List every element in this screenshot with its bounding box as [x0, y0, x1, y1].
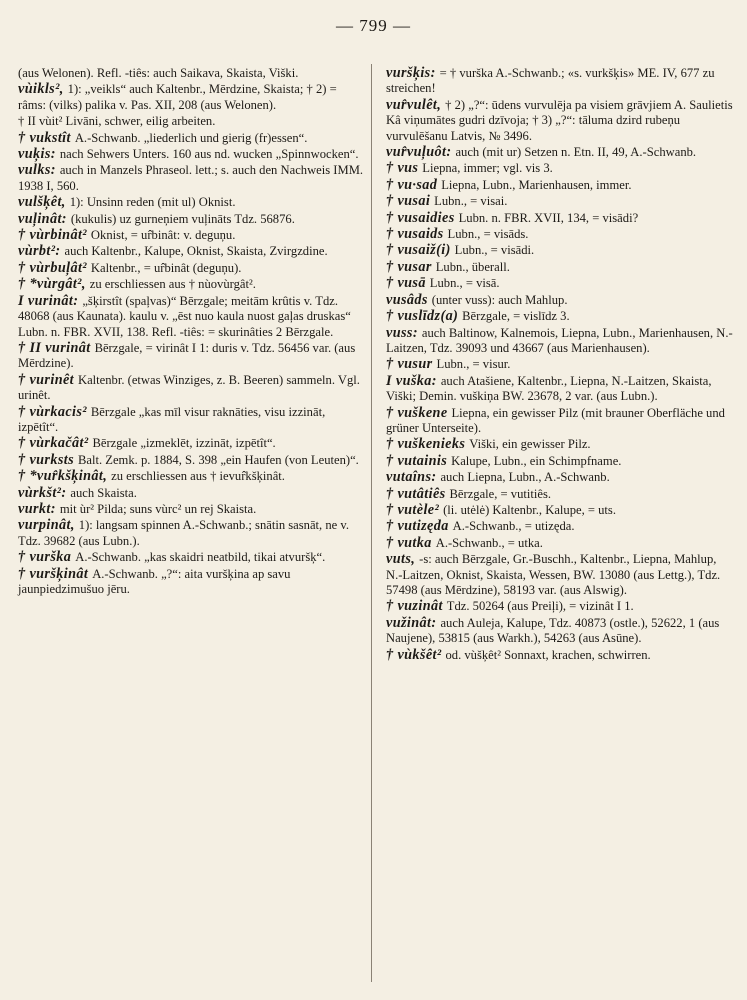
dictionary-entry: [18, 567, 366, 598]
entry-text: A.-Schwanb., = utizęda.: [452, 519, 575, 534]
entry-headword: † vutainis: [386, 452, 452, 469]
entry-headword: vuss:: [386, 324, 422, 341]
dictionary-entry: [18, 131, 366, 146]
entry-text: Bērzgale, = virinât I 1: duris v. Tdz. 56456 var. (aus Mērdzine).: [18, 340, 356, 371]
entry-text: A.-Schwanb. „liederlich und gierig (fr)essen“.: [74, 130, 308, 145]
entry-text: auch in Manzels Phraseol. lett.; s. auch den Nachweis IMM. 1938 I, 560.: [18, 163, 364, 193]
entry-headword: I vurinât:: [18, 292, 83, 309]
entry-headword: † II vurinât: [18, 339, 95, 356]
entry-text: (li. utėlė) Kaltenbr., Kalupe, = uts.: [443, 502, 616, 517]
entry-headword: † vutizęda: [386, 518, 453, 535]
dictionary-entry: [386, 293, 734, 308]
entry-text: Lubn., = visādi.: [454, 243, 535, 258]
entry-text: mit ùr² Pilda; suns vùrc² un rej Skaista.: [59, 501, 257, 516]
dictionary-entry: [18, 469, 366, 484]
entry-text: Liepna, immer; vgl. vis 3.: [422, 161, 553, 176]
dictionary-entry: [18, 114, 366, 129]
entry-headword: vùrbt²:: [18, 243, 65, 260]
dictionary-entry: [386, 470, 734, 485]
entry-text: 1): langsam spinnen A.-Schwanb.; snātin sasnāt, ne v. Tdz. 39682 (aus Lubn.).: [18, 518, 350, 548]
entry-text: A.-Schwanb., = utka.: [435, 535, 543, 550]
entry-headword: † vusaidies: [386, 209, 459, 226]
dictionary-entry: [386, 357, 734, 372]
entry-text: Bērzgale „kas mīl visur raknāties, visu izzināt, izpētît“.: [18, 404, 326, 434]
dictionary-entry: [386, 599, 734, 614]
entry-headword: vuķis:: [18, 146, 60, 163]
right-column: [386, 66, 734, 664]
entry-headword: † vusur: [386, 356, 437, 373]
entry-text: auch Baltinow, Kalnemois, Liepna, Lubn., Marienhausen, N.-Laitzen, Tdz. 39093 und 43667 (aus Marienhausen).: [386, 325, 733, 355]
entry-text: auch Skaista.: [70, 485, 137, 500]
entry-headword: vurpinât,: [18, 517, 79, 534]
dictionary-entry: [386, 227, 734, 242]
entry-headword: † vùkšêt²: [386, 646, 446, 663]
dictionary-entry: [18, 244, 366, 259]
entry-headword: † vuzinât: [386, 598, 447, 615]
entry-headword: vurkt:: [18, 500, 60, 517]
entry-text: Liepna, Lubn., Marienhausen, immer.: [441, 177, 632, 192]
entry-headword: † vus: [386, 160, 423, 177]
entry-text: Viški, ein gewisser Pilz.: [469, 437, 591, 452]
entry-text: auch Kaltenbr., Kalupe, Oknist, Skaista, Zvirgzdine.: [64, 244, 328, 259]
entry-headword: † vutâtiês: [386, 485, 450, 502]
dictionary-entry: [18, 163, 366, 194]
dictionary-entry: [18, 502, 366, 517]
entry-headword: † vùrkačât²: [18, 435, 93, 452]
dictionary-entry: [386, 276, 734, 291]
dictionary-entry: [18, 405, 366, 436]
entry-headword: vulks:: [18, 162, 60, 179]
entry-text: Kalupe, Lubn., ein Schimpfname.: [451, 453, 622, 468]
entry-headword: vusâds: [386, 291, 432, 308]
entry-headword: † vutka: [386, 534, 436, 551]
entry-text: Bērzgale „izmeklēt, izzināt, izpētît“.: [92, 436, 276, 451]
entry-text: Kaltenbr., = ur̂binât (deguņu).: [90, 260, 242, 275]
entry-text: Balt. Zemk. p. 1884, S. 398 „ein Haufen (von Leuten)“.: [77, 452, 359, 467]
entry-headword: vužinât:: [386, 614, 441, 631]
entry-text: „šķirstît (spaļvas)“ Bērzgale; meitām krûtis v. Tdz. 48068 (aus Kaunata). kaulu v. „ēst nuo kaula nuost gaļas druskas“ Lubn. n. FBR. XVII, 138. Refl. -tiês: = skurinâties 2 Bērzgale.: [18, 293, 351, 339]
dictionary-entry: [18, 195, 366, 210]
entry-headword: † vurinêt: [18, 371, 78, 388]
entry-headword: vulšķêt,: [18, 194, 70, 211]
entry-text: zu erschliessen aus † nùovùrgât².: [89, 277, 256, 292]
entry-headword: † vusar: [386, 258, 436, 275]
entry-text: auch (mit ur) Setzen n. Etn. II, 49, A.-Schwanb.: [455, 145, 697, 160]
dictionary-entry: [18, 277, 366, 292]
dictionary-entry: [386, 260, 734, 275]
dictionary-entry: [18, 373, 366, 404]
dictionary-entry: [18, 82, 366, 113]
dictionary-entry: [386, 374, 734, 405]
entry-text: Oknist, = ur̂binât: v. deguņu.: [90, 228, 236, 243]
entry-headword: † vùrbinât²: [18, 227, 91, 244]
entry-headword: † vùrkacis²: [18, 403, 91, 420]
entry-headword: † vurška: [18, 549, 76, 566]
entry-text: auch Auleja, Kalupe, Tdz. 40873 (ostle.), 52622, 1 (aus Naujene), 53815 (aus Warkh.), 54263 (aus Asūne).: [386, 615, 720, 646]
entry-text: Bērzgale, = vutitiês.: [449, 486, 552, 501]
entry-headword: vuļinât:: [18, 210, 71, 227]
page-number: — 799 —: [336, 16, 411, 35]
dictionary-entry: [386, 519, 734, 534]
dictionary-entry: [18, 147, 366, 162]
entry-text: 1): „veikls“ auch Kaltenbr., Mērdzine, Skaista; † 2) = râms: (vilks) palika v. Pas. XII, 208 (aus Welonen).: [18, 82, 337, 112]
dictionary-entry: [386, 194, 734, 209]
dictionary-entry: [386, 616, 734, 647]
dictionary-entry: [18, 261, 366, 276]
entry-text: od. vùšķêt² Sonnaxt, krachen, schwirren.: [445, 647, 651, 662]
entry-text: Kaltenbr. (etwas Winziges, z. B. Beeren) sammeln. Vgl. urinêt.: [18, 372, 360, 403]
entry-headword: † vuškene: [386, 404, 452, 421]
dictionary-entry: [386, 178, 734, 193]
entry-headword: vuršķis:: [386, 65, 440, 81]
entry-headword: † vùrbuļât²: [18, 259, 91, 276]
entry-headword: vùrkšt²:: [18, 484, 71, 501]
dictionary-entry: [18, 436, 366, 451]
dictionary-entry: [18, 518, 366, 549]
entry-text: † 2) „?“: ūdens vurvulēja pa visiem grāvjiem A. Saulietis Kâ viņumātes gudri dzīvoja; † 3) „?“: tāluma dzird rubeņu vurvulēšanu Latvis, № 3496.: [386, 97, 733, 143]
entry-headword: † vuškenieks: [386, 436, 470, 453]
entry-text: Lubn., = visai.: [434, 194, 508, 209]
entry-text: A.-Schwanb. „kas skaidri neatbild, tikai atvuršķ“.: [75, 550, 326, 565]
entry-text: (unter vuss): auch Mahlup.: [431, 292, 568, 307]
dictionary-entry: [18, 453, 366, 468]
dictionary-entry: [18, 212, 366, 227]
entry-headword: vùikls²,: [18, 81, 68, 98]
entry-text: auch Liepna, Lubn., A.-Schwanb.: [440, 470, 610, 485]
entry-headword: vutaîns:: [386, 469, 441, 486]
column-divider: [371, 64, 372, 982]
dictionary-entry: [18, 294, 366, 340]
dictionary-entry: [386, 648, 734, 663]
dictionary-entry: [386, 243, 734, 258]
entry-headword: † vuslīdz(a): [386, 308, 463, 325]
entry-headword: I vuška:: [386, 372, 441, 389]
entry-text: Lubn., = visāds.: [447, 227, 529, 242]
entry-headword: † vurksts: [18, 451, 78, 468]
entry-text: Lubn. n. FBR. XVII, 134, = visādi?: [458, 210, 639, 225]
entry-text: (kukulis) uz gurneņiem vuļināts Tdz. 56876.: [70, 211, 295, 226]
entry-headword: vuts,: [386, 551, 420, 568]
dictionary-entry: [386, 406, 734, 437]
entry-headword: † vukstît: [18, 129, 75, 146]
entry-headword: † vusaids: [386, 226, 448, 243]
entry-text: 1): Unsinn reden (mit ul) Oknist.: [69, 195, 236, 210]
dictionary-entry: [386, 552, 734, 598]
left-column: [18, 66, 366, 598]
entry-text: zu erschliessen aus † ievur̂kšķinât.: [111, 469, 285, 484]
dictionary-entry: [18, 341, 366, 372]
dictionary-entry: [386, 326, 734, 357]
entry-headword: † vu·sad: [386, 176, 442, 193]
dictionary-entry: [386, 98, 734, 144]
entry-text: † II vùit² Livāni, schwer, eilig arbeiten.: [18, 114, 216, 129]
dictionary-entry: [386, 309, 734, 324]
entry-text: -s: auch Bērzgale, Gr.-Buschh., Kaltenbr., Liepna, Mahlup, N.-Laitzen, Oknist, Skaista, Wessen, BW. 13080 (aus Lettg.), Tdz. 57498 (aus Mērdzine), 58193 var. (aus Alswig).: [386, 552, 721, 597]
entry-headword: † vusaiž(i): [386, 242, 455, 259]
entry-headword: † vuršķinât: [18, 565, 93, 582]
dictionary-entry: [386, 503, 734, 518]
entry-text: Lubn., = visur.: [436, 357, 511, 372]
dictionary-entry: [386, 437, 734, 452]
entry-text: = † vurška A.-Schwanb.; «s. vurkšķis» ME. IV, 677 zu streichen!: [386, 66, 715, 96]
dictionary-entry: [386, 211, 734, 226]
entry-headword: † *vur̂kšķinât,: [18, 468, 112, 485]
entry-headword: vur̂vuļuôt:: [386, 144, 456, 161]
entry-text: Tdz. 50264 (aus Preiļi), = vizinât I 1.: [446, 599, 634, 614]
entry-headword: † vusā: [386, 275, 430, 292]
dictionary-entry: [18, 550, 366, 565]
entry-text: (aus Welonen). Refl. -tiês: auch Saikava, Skaista, Viški.: [18, 66, 299, 80]
entry-text: auch Atašiene, Kaltenbr., Liepna, N.-Laitzen, Skaista, Viški; Demin. vuškiņa BW. 23678, 2 var. (aus Lubn.).: [386, 373, 712, 404]
dictionary-entry: [18, 228, 366, 243]
entry-headword: † *vùrgât²,: [18, 276, 90, 293]
entry-text: nach Sehwers Unters. 160 aus nd. wucken „Spinnwocken“.: [59, 147, 359, 162]
dictionary-entry: [386, 536, 734, 551]
entry-text: Liepna, ein gewisser Pilz (mit brauner Oberfläche und grüner Unterseite).: [386, 405, 725, 435]
entry-text: A.-Schwanb. „?“: aita vuršķina ap savu jaunpiedzimušuo jēru.: [18, 566, 291, 596]
dictionary-entry: [386, 66, 734, 97]
entry-headword: † vusai: [386, 193, 435, 210]
entry-headword: † vutèle²: [386, 501, 444, 518]
entry-headword: vur̂vulêt,: [386, 96, 446, 113]
dictionary-entry: [386, 487, 734, 502]
dictionary-entry: [386, 454, 734, 469]
entry-text: Bērzgale, = vislīdz 3.: [462, 309, 570, 324]
dictionary-entry: [18, 66, 366, 81]
entry-text: Lubn., = visā.: [429, 276, 500, 291]
dictionary-entry: [386, 161, 734, 176]
dictionary-entry: [18, 486, 366, 501]
entry-text: Lubn., überall.: [435, 259, 510, 274]
dictionary-entry: [386, 145, 734, 160]
